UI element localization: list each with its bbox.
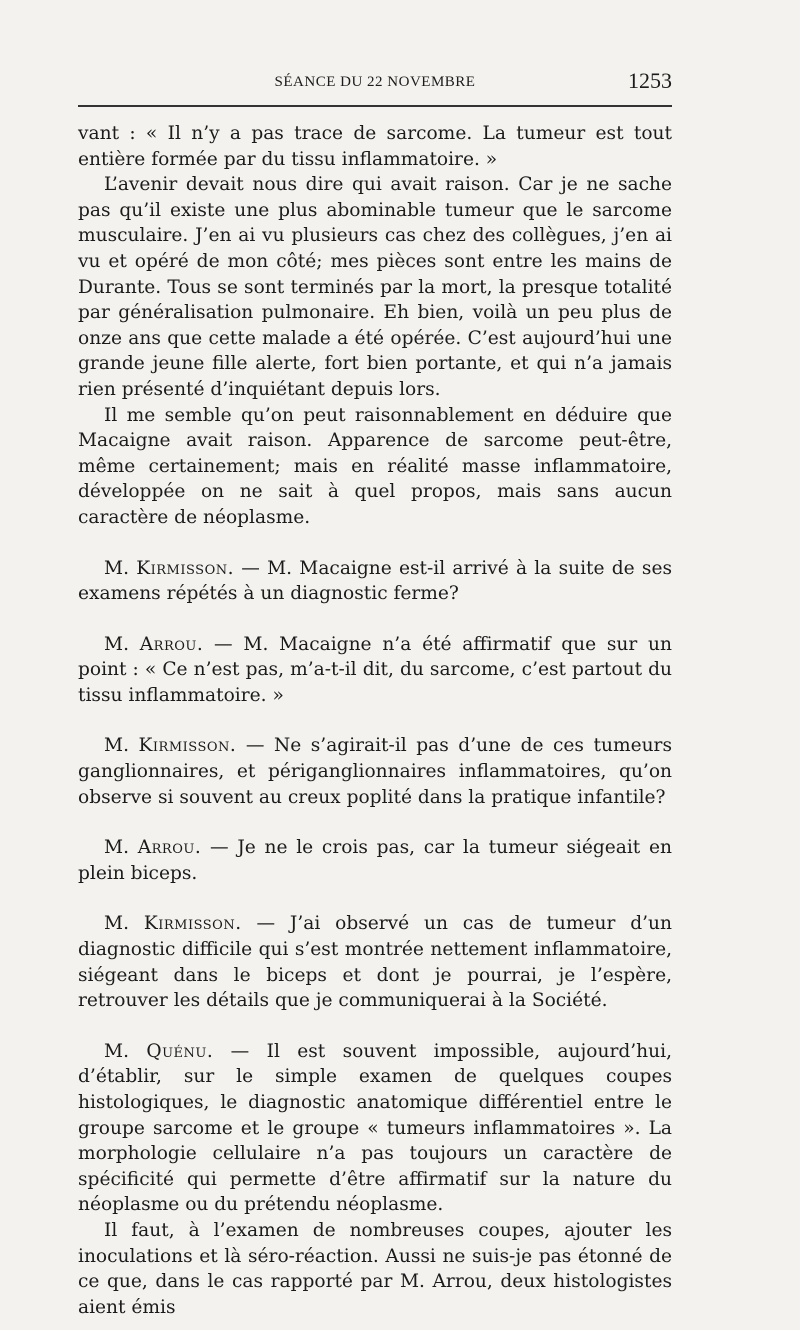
speaker-prefix: M. <box>104 735 139 757</box>
speaker-paragraph <box>78 556 672 607</box>
speaker-paragraph <box>78 1039 672 1218</box>
speech-text: — Ne s’agirait-il pas d’une de ces tumeurs ganglionnaires, et périganglionnaires inflammatoires, qu’on observe si souvent au creux poplité dans la pratique infantile? <box>78 735 672 808</box>
running-title: SÉANCE DU 22 NOVEMBRE <box>274 74 476 90</box>
speaker-paragraph <box>78 835 672 886</box>
speech-text: — M. Macaigne n’a été affirmatif que sur un point : « Ce n’est pas, m’a-t-il dit, du sarcome, c’est partout du tissu inflammatoire. » <box>78 633 672 706</box>
paragraph: Il me semble qu’on peut raisonnablement en déduire que Macaigne avait raison. Apparence de sarcome peut-être, même certainement; mais en réalité masse inflammatoire, développée on ne sait à quel propos, mais sans aucun caractère de néoplasme. <box>78 404 672 528</box>
speaker-prefix: M. <box>104 913 144 935</box>
speech-text: — Je ne le crois pas, car la tumeur siégeait en plein biceps. <box>78 837 672 884</box>
header-rule <box>78 105 672 107</box>
speaker-paragraph <box>78 632 672 709</box>
body-text <box>78 121 672 1320</box>
speaker-prefix: M. <box>104 837 138 859</box>
speaker-paragraph <box>78 911 672 1013</box>
speaker-name: Kirmisson. <box>138 735 237 757</box>
speech-text: — M. Macaigne est-il arrivé à la suite de ses examens répétés à un diagnostic ferme? <box>78 557 672 605</box>
page-header <box>78 66 672 96</box>
page-number: 1253 <box>628 68 672 93</box>
paragraph: L’avenir devait nous dire qui avait raison. Car je ne sache pas qu’il existe une plus abominable tumeur que le sarcome musculaire. J’en ai vu plusieurs cas chez des collègues, j’en ai vu et opéré de mon côté; mes pièces sont entre les mains de Durante. Tous se sont terminés par la mort, la presque totalité par généralisation pulmonaire. Eh bien, voilà un peu plus de onze ans que cette malade a été opérée. C’est aujourd’hui une grande jeune fille alerte, fort bien portante, et qui n’a jamais rien présenté d’inquiétant depuis lors. <box>78 174 672 400</box>
speaker-prefix: M. <box>104 557 137 579</box>
speaker-name: Quénu. <box>146 1040 214 1062</box>
speaker-paragraph <box>78 733 672 810</box>
paragraph: Il faut, à l’examen de nombreuses coupes, ajouter les inoculations et là séro-réaction. Aussi ne suis-je pas étonné de ce que, dans le cas rapporté par M. Arrou, deux histologistes aient émis <box>78 1219 672 1318</box>
speaker-prefix: M. <box>104 633 140 655</box>
speaker-name: Arrou. <box>139 633 204 655</box>
speaker-name: Arrou. <box>137 837 202 859</box>
speaker-name: Kirmisson. <box>143 913 242 935</box>
speech-text: — J’ai observé un cas de tumeur d’un diagnostic difficile qui s’est montrée nettement inflammatoire, siégeant dans le biceps et dont je pourrai, je l’espère, retrouver les détails que je communiquerai à la Société. <box>78 913 672 1012</box>
speaker-prefix: M. <box>104 1040 147 1062</box>
speech-text: — Il est souvent impossible, aujourd’hui, d’établir, sur le simple examen de quelques coupes histologiques, le diagnostic anatomique différentiel entre le groupe sarcome et le groupe « tumeurs inflammatoires ». La morphologie cellulaire n’a pas toujours un caractère de spécificité qui permette d’être affirmatif sur la nature du néoplasme ou du prétendu néoplasme. <box>78 1040 672 1216</box>
speaker-name: Kirmisson. <box>136 557 235 579</box>
paragraph: vant : « Il n’y a pas trace de sarcome. La tumeur est tout entière formée par du tissu inflammatoire. » <box>78 123 672 170</box>
